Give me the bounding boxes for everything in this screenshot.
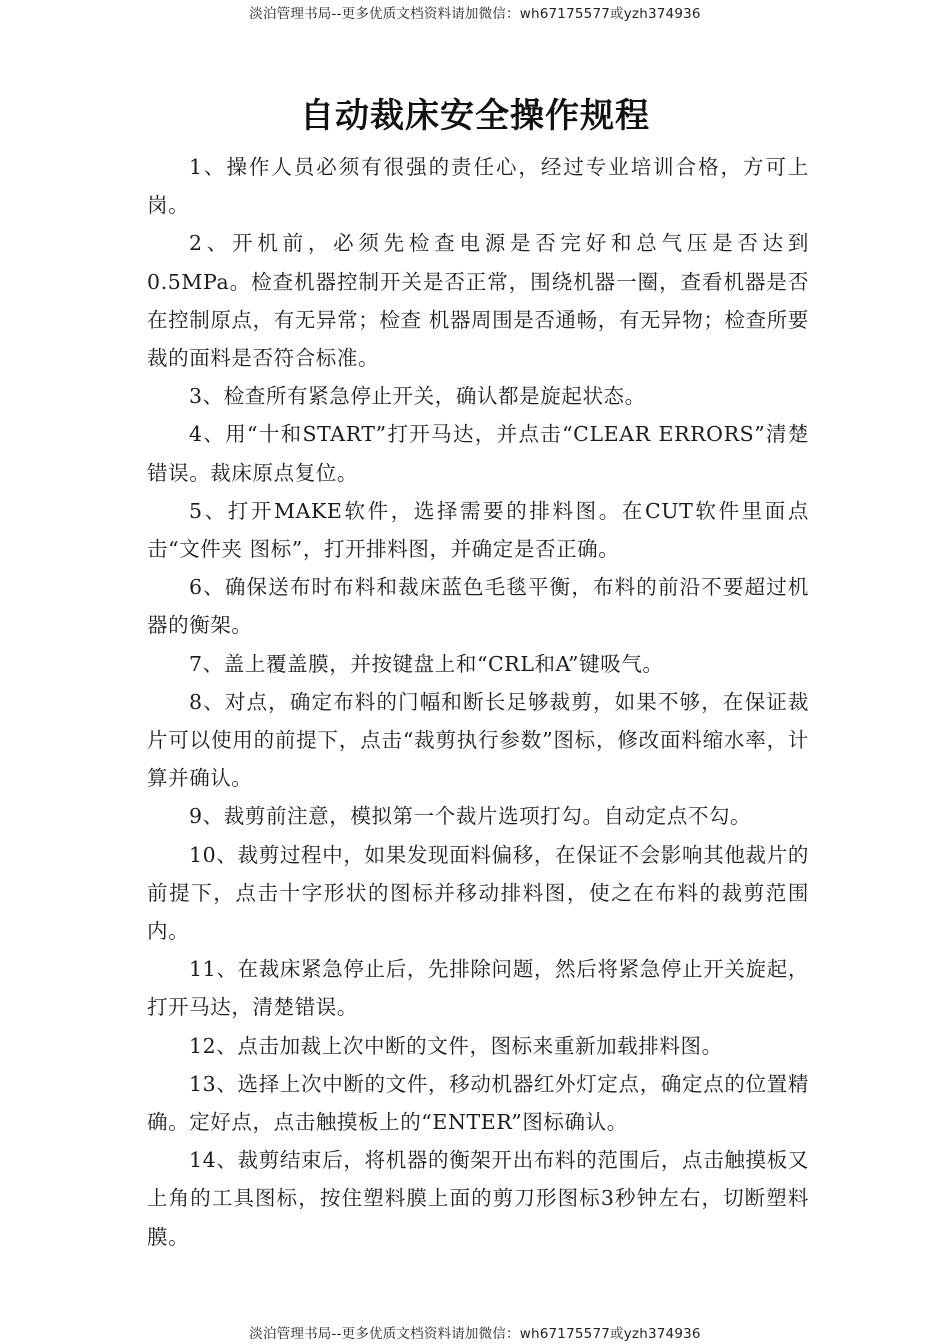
- paragraph-2: 2、开机前，必须先检查电源是否完好和总气压是否达到0.5MPa。检查机器控制开关是否正常，围绕机器一圈，查看机器是否在控制原点，有无异常；检查 机器周围是否通畅，有无异物；检查所要裁的面料是否符合标准。: [147, 231, 809, 371]
- paragraph-8: 8、对点，确定布料的门幅和断长足够裁剪，如果不够，在保证裁片可以使用的前提下，点击“裁剪执行参数”图标，修改面料缩水率，计算并确认。: [147, 689, 809, 791]
- paragraph-10: 10、裁剪过程中，如果发现面料偏移，在保证不会影响其他裁片的前提下，点击十字形状的图标并移动排料图，使之在布料的裁剪范围内。: [147, 842, 809, 944]
- page-header: 淡泊管理书局--更多优质文档资料请加微信：wh67175577或yzh374936: [249, 6, 701, 22]
- paragraph-13: 13、选择上次中断的文件，移动机器红外灯定点，确定点的位置精确。定好点，点击触摸板上的“ENTER”图标确认。: [147, 1071, 809, 1135]
- paragraph-1: 1、操作人员必须有很强的责任心，经过专业培训合格，方可上岗。: [147, 155, 809, 218]
- paragraph-9: 9、裁剪前注意，模拟第一个裁片选项打勾。自动定点不勾。: [189, 804, 752, 829]
- paragraph-3: 3、检查所有紧急停止开关，确认都是旋起状态。: [189, 384, 646, 409]
- document-title: 自动裁床安全操作规程: [300, 96, 650, 136]
- page-footer: 淡泊管理书局--更多优质文档资料请加微信：wh67175577或yzh374936: [249, 1326, 701, 1342]
- paragraph-14: 14、裁剪结束后，将机器的衡架开出布料的范围后，点击触摸板又上角的工具图标，按住塑料膜上面的剪刀形图标3秒钟左右，切断塑料膜。: [147, 1148, 809, 1249]
- paragraph-6: 6、确保送布时布料和裁床蓝色毛毯平衡，布料的前沿不要超过机器的衡架。: [147, 575, 809, 638]
- paragraph-7: 7、盖上覆盖膜，并按键盘上和“CRL和A”键吸气。: [189, 651, 664, 676]
- paragraph-12: 12、点击加裁上次中断的文件，图标来重新加载排料图。: [189, 1033, 723, 1058]
- paragraph-11: 11、在裁床紧急停止后，先排除问题，然后将紧急停止开关旋起，打开马达，清楚错误。: [147, 957, 809, 1020]
- paragraph-4: 4、用“十和START”打开马达，并点击“CLEAR ERRORS”清楚错误。裁床原点复位。: [147, 422, 809, 485]
- paragraph-5: 5、打开MAKE软件，选择需要的排料图。在CUT软件里面点击“文件夹 图标”，打开排料图，并确定是否正确。: [147, 498, 809, 562]
- document-body: [147, 148, 809, 1256]
